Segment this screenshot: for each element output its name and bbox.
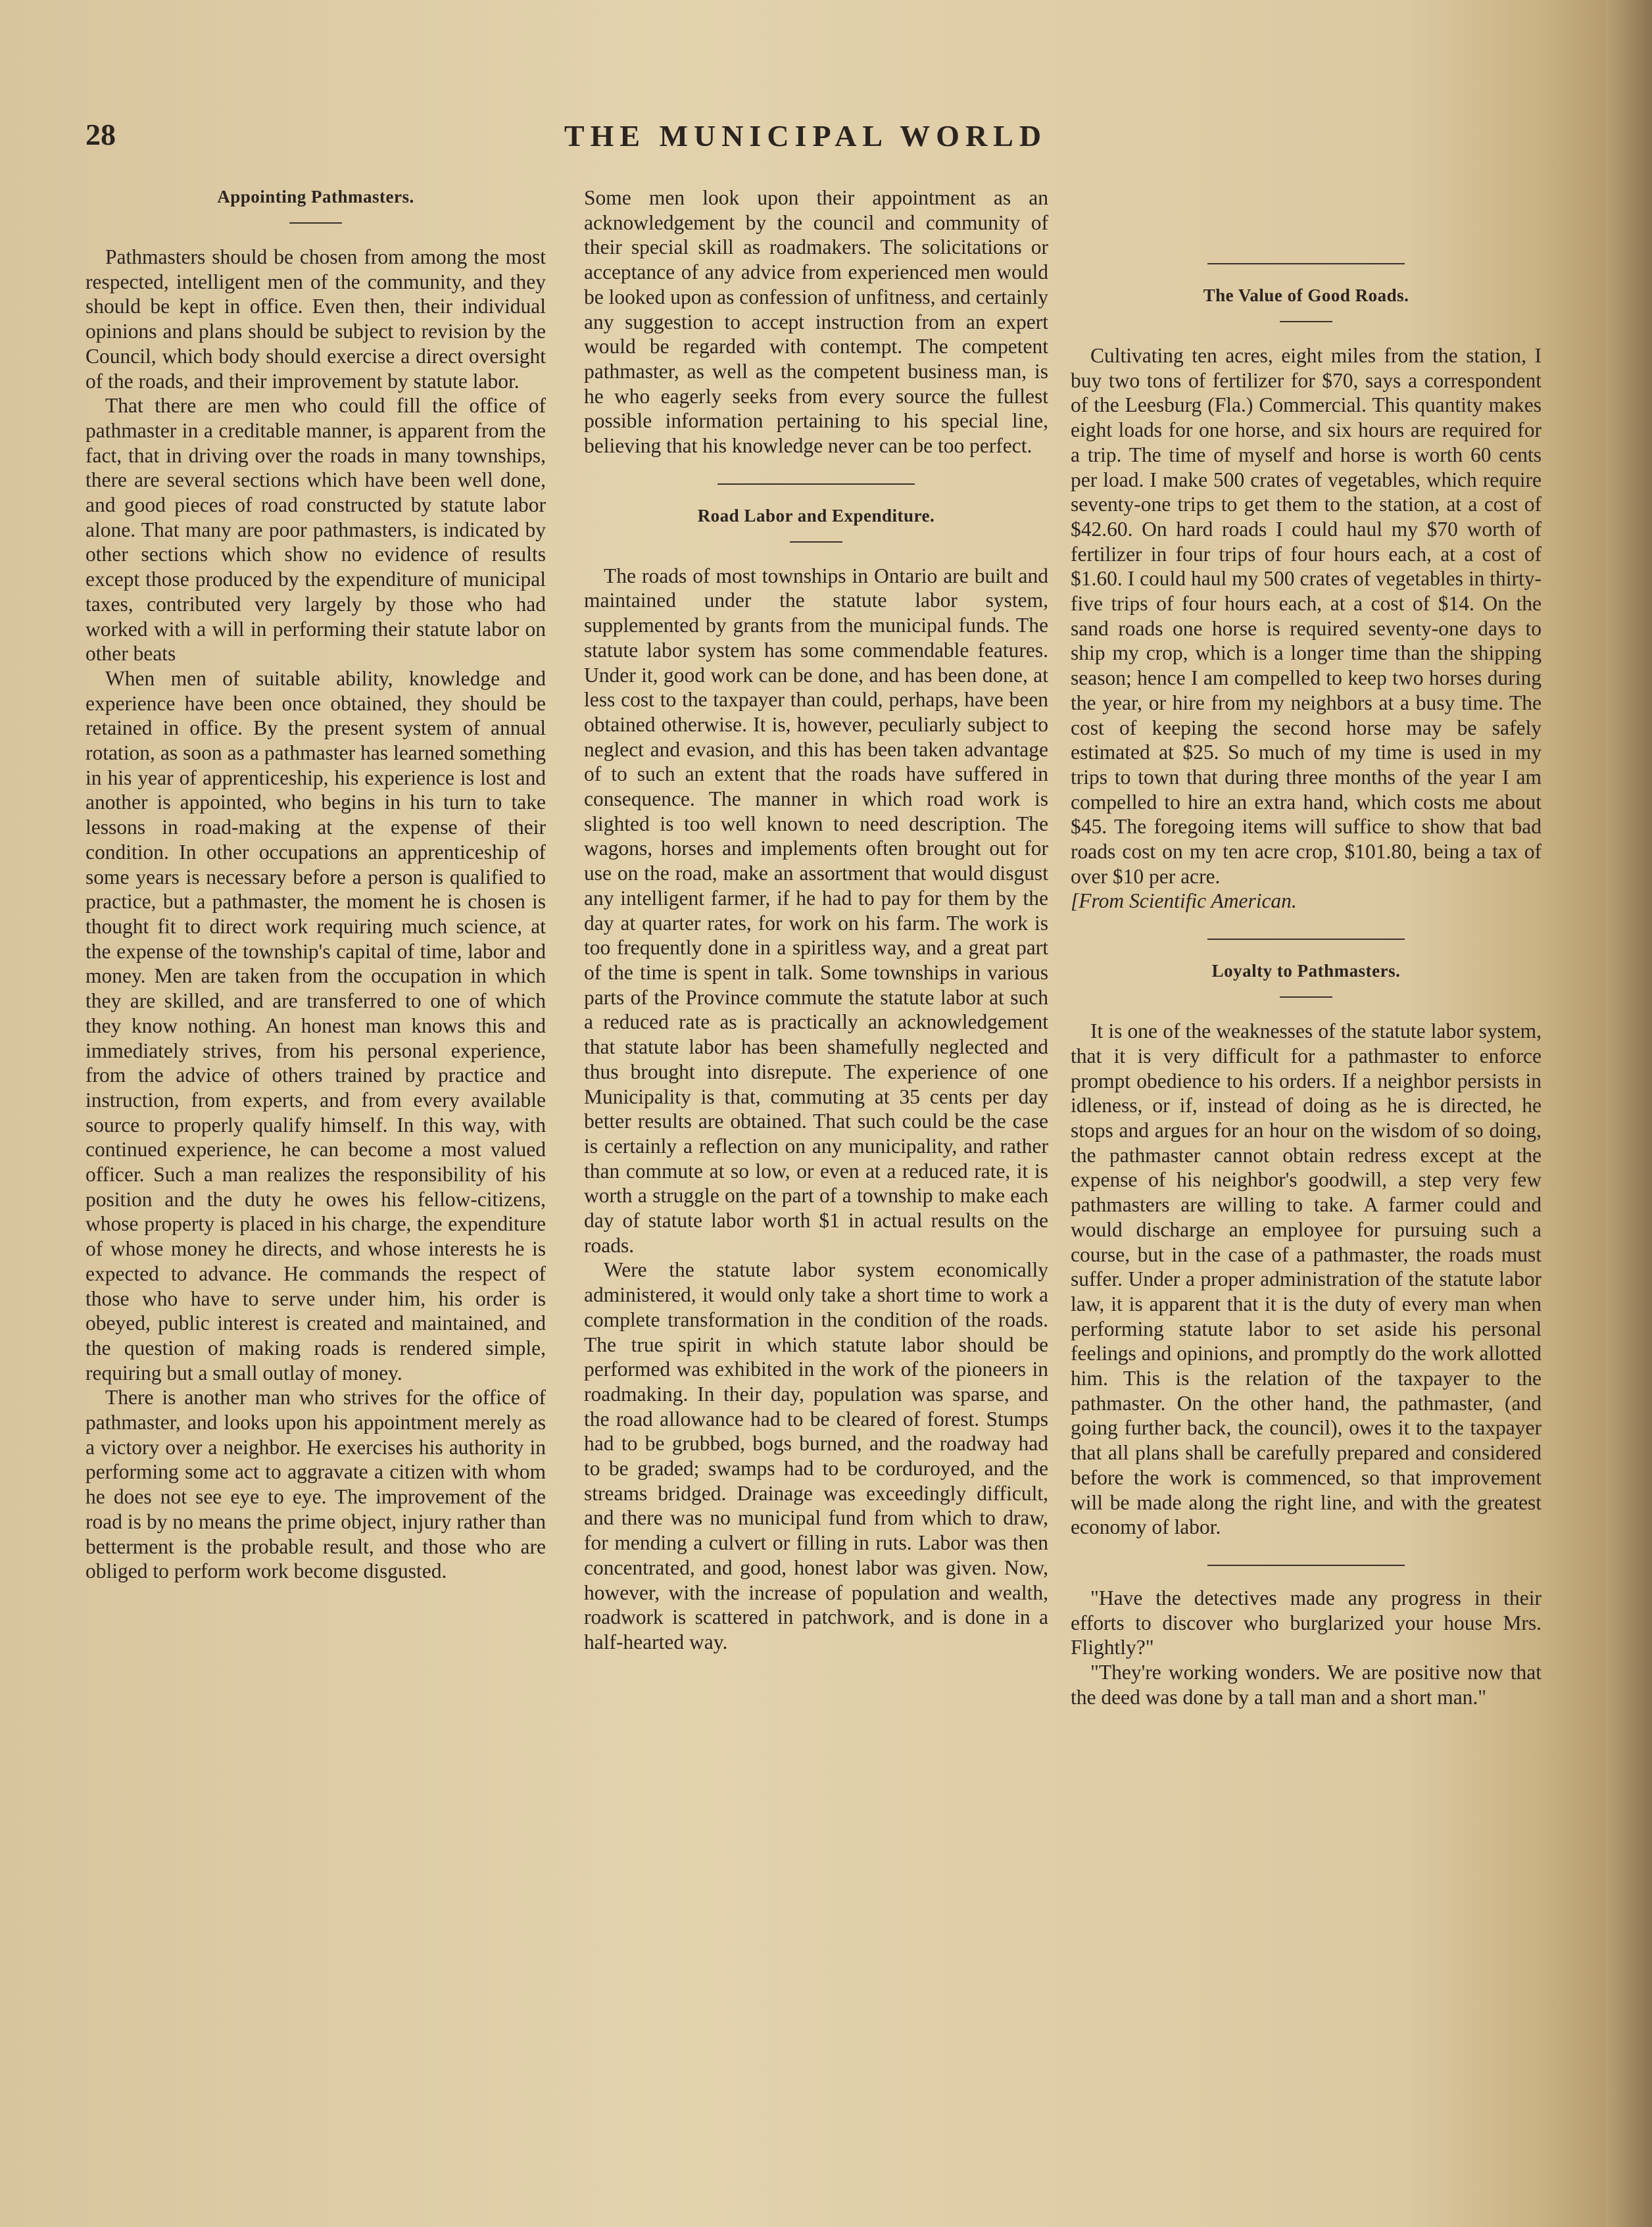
paragraph: The roads of most townships in Ontario are built and maintained under the statute labor system, supplemented by grants from the municipal funds. The statute labor system has some commendable features. Under it, good work can be done, and has been done, at less cost to the taxpayer than could, perhaps, have been obtained otherwise. It is, however, peculiarly subject to neglect and evasion, and this has been taken advantage of to such an extent that the roads have suffered in consequence. The manner in which road work is slighted is too well known to need description. The wagons, horses and implements often brought out for use on the road, make an assortment that would disgust any intelligent farmer, if he had to pay for them by the day at quarter rates, for work on his farm. The work is too frequently done in a spiritless way, and a great part of the time is spent in talk. Some townships in various parts of the Province commute the statute labor at such a reduced rate as is practically an acknowledgement that statute labor has been shamefully neglected and thus brought into disrepute. The experience of one Municipality is that, commuting at 35 cents per day better results are obtained. That such could be the case is certainly a reflection on any municipality, and rather than commute at so low, or even at a reduced rate, it is worth a struggle on the part of a township to make each day of statute labor worth $1 in actual results on the roads. [584,564,1048,1257]
page-number: 28 [85,118,116,151]
heading-loyalty-to-pathmasters: Loyalty to Pathmasters. [1211,961,1401,981]
paragraph: Some men look upon their appointment as an acknowledgement by the council and community of their special skill as roadmakers. The solicitations or acceptance of any advice from experienced men would be looked upon as confession of unfitness, and certainly any suggestion to accept instruction from an expert would be regarded with contempt. The competent pathmaster, as well as the competent business man, is he who eagerly seeks from every source the fullest possible information pertaining to his special line, believing that his knowledge never can be too perfect. [584,186,1048,458]
paragraph: "They're working wonders. We are positive now that the deed was done by a tall man and a short man." [1071,1661,1542,1709]
paragraph: Cultivating ten acres, eight miles from the station, I buy two tons of fertilizer for $70, says a correspondent of the Leesburg (Fla.) Commercial. This quantity makes eight loads for one horse, and six hours are required for a trip. The time of myself and horse is worth 60 cents per load. I make 500 crates of vegetables, which require seventy-one trips to get them to the station, at a cost of $42.60. On hard roads I could haul my $70 worth of fertilizer in four trips of four hours each, at a cost of $1.60. I could haul my 500 crates of vegetables in thirty-five trips of four hours each, at a cost of $14. On the sand roads one horse is required seventy-one days to ship my crop, which is a longer time than the shipping season; hence I am compelled to keep two horses during the year, or hire from my neighbors at a busy time. The cost of keeping the second horse may be safely estimated at $25. So much of my time is used in my trips to town that during three months of the year I am compelled to hire an extra hand, which costs me about $45. The foregoing items will suffice to show that bad roads cost on my ten acre crop, $101.80, being a tax of over $10 per acre. [1071,344,1542,888]
heading-value-of-good-roads: The Value of Good Roads. [1203,285,1409,305]
paragraph: Pathmasters should be chosen from among the most respected, intelligent men of the community, and they should be kept in office. Even then, their individual opinions and plans should be subject to revision by the Council, which body should exercise a direct oversight of the roads, and their improvement by statute labor. [85,245,546,393]
heading-rule [790,541,842,543]
paragraph: That there are men who could fill the office of pathmaster in a creditable manner, is apparent from the fact, that in driving over the roads in many townships, there are several sections which have been well done, and good pieces of road constructed by statute labor alone. That many are poor pathmasters, is indicated by other sections which show no evidence of results except those produced by the expenditure of municipal taxes, contributed very largely by those who had worked with a will in performing their statute labor on other beats [85,394,546,666]
page-edge [1606,0,1652,2227]
paragraph: When men of suitable ability, knowledge and experience have been once obtained, they should be retained in office. By the present system of annual rotation, as soon as a pathmaster has learned something in his year of apprenticeship, his experience is lost and another is appointed, who begins in his turn to take lessons in road-making at the expense of their condition. In other occupations an apprenticeship of some years is necessary before a person is qualified to practice, but a pathmaster, the moment he is chosen is thought fit to direct work requiring much science, at the expense of the township's capital of time, labor and money. Men are taken from the occupation in which they are skilled, and are transferred to one of which they know nothing. An honest man knows this and immediately strives, from his personal experience, from the advice of others trained by practice and instruction, from experts, and from every available source to properly qualify himself. In this way, with continued experience, he can become a most valued officer. Such a man realizes the responsibility of his position and the duty he owes his fellow-citizens, whose property is placed in his charge, the expenditure of whose money he directs, and whose interests he is expected to advance. He commands the respect of those who have to serve under him, his order is obeyed, public interest is created and maintained, and the question of making roads is rendered simple, requiring but a small outlay of money. [85,666,546,1384]
heading-appointing-pathmasters: Appointing Pathmasters. [217,187,414,207]
column-2 [584,185,1048,1655]
section-divider [1207,939,1405,940]
source-credit: [From Scientific American. [1071,889,1297,913]
column-1 [85,185,546,1584]
paragraph: "Have the detectives made any progress in their efforts to discover who burglarized your house Mrs. Flightly?" [1071,1586,1542,1659]
paragraph: Were the statute labor system economically administered, it would only take a short time to work a complete transformation in the condition of the roads. The true spirit in which statute labor should be performed was exhibited in the work of the pioneers in roadmaking. In their day, population was sparse, and the road allowance had to be cleared of forest. Stumps had to be grubbed, bogs burned, and the roadway had to be graded; swamps had to be corduroyed, and the streams bridged. Drainage was exceedingly difficult, and there was no municipal fund from which to draw, for mending a culvert or filling in ruts. Labor was then concentrated, and good, honest labor was given. Now, however, with the increase of population and wealth, roadwork is scattered in patchwork, and is done in a half-hearted way. [584,1258,1048,1653]
paragraph: There is another man who strives for the office of pathmaster, and looks upon his appointment merely as a victory over a neighbor. He exercises his authority in performing some act to aggravate a citizen with whom he does not see eye to eye. The improvement of the road is by no means the prime object, injury rather than betterment is the probable result, and those who are obliged to perform work become disgusted. [85,1386,546,1583]
section-divider [717,483,915,485]
page-header [85,117,1526,163]
heading-rule [289,222,342,224]
heading-rule [1280,996,1332,998]
masthead-title: THE MUNICIPAL WORLD [564,119,1048,153]
heading-road-labor: Road Labor and Expenditure. [697,505,935,526]
paragraph: It is one of the weaknesses of the statute labor system, that it is very difficult for a pathmaster to enforce prompt obedience to his orders. If a neighbor persists in idleness, or if, instead of doing as he is directed, he stops and argues for an hour on the wisdom of so doing, the pathmaster cannot obtain redress except at the expense of his neighbor's goodwill, a step very few pathmasters are willing to take. A farmer could and would discharge an employee for pursuing such a course, but in the case of a pathmaster, the roads must suffer. Under a proper administration of the statute labor law, it is apparent that it is the duty of every man when performing statute labor to set aside his personal feelings and opinions, and promptly do the work allotted him. This is the relation of the taxpayer to the pathmaster. On the other hand, the pathmaster, (and going further back, the council), owes it to the taxpayer that all plans shall be carefully prepared and considered before the work is commenced, so that improvement will be made along the right line, and with the greatest economy of labor. [1071,1019,1542,1539]
column-3 [1071,191,1542,1709]
heading-rule [1280,321,1332,322]
section-divider [1207,1565,1405,1566]
section-divider [1207,263,1405,264]
